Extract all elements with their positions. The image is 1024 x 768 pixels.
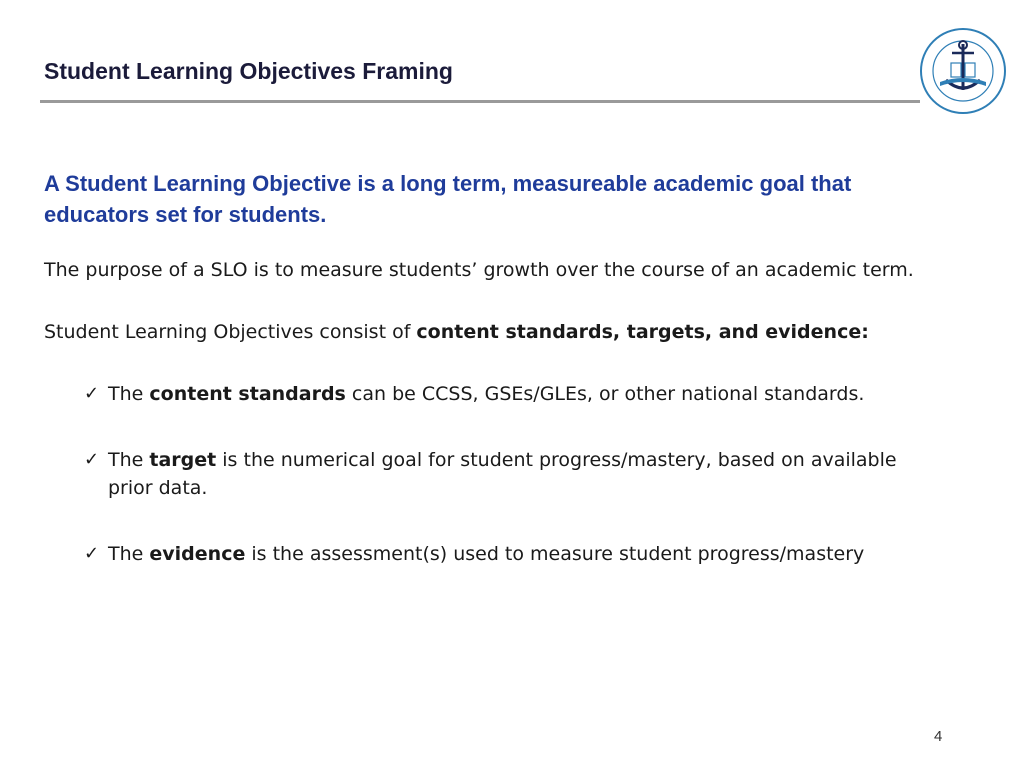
page-number: 4 bbox=[934, 728, 943, 745]
bullet-bold: target bbox=[149, 449, 217, 471]
checkmark-icon: ✓ bbox=[84, 383, 100, 404]
bullet-text: is the assessment(s) used to measure student progress/mastery bbox=[245, 543, 865, 565]
purpose-paragraph: The purpose of a SLO is to measure students’ growth over the course of an academic term. bbox=[44, 259, 914, 281]
checkmark-icon: ✓ bbox=[84, 449, 100, 470]
consist-bold: content standards, targets, and evidence: bbox=[416, 321, 869, 343]
list-item bbox=[44, 380, 928, 408]
bullet-prefix: The bbox=[108, 543, 150, 565]
bullet-prefix: The bbox=[108, 383, 150, 405]
title-rule bbox=[40, 100, 920, 103]
slide-title: Student Learning Objectives Framing bbox=[44, 58, 453, 84]
consist-prefix: Student Learning Objectives consist of bbox=[44, 321, 417, 343]
bullet-prefix: The bbox=[108, 449, 150, 471]
lead-statement: A Student Learning Objective is a long term, measureable academic goal that educators set for students. bbox=[44, 171, 852, 227]
list-item bbox=[44, 540, 928, 568]
list-item bbox=[44, 446, 928, 502]
ri-board-of-regents-seal-icon bbox=[918, 26, 1008, 116]
bullet-text: can be CCSS, GSEs/GLEs, or other national standards. bbox=[345, 383, 865, 405]
bullet-bold: evidence bbox=[149, 543, 246, 565]
bullet-text: is the numerical goal for student progress/mastery, based on available prior data. bbox=[108, 449, 897, 499]
bullet-bold: content standards bbox=[149, 383, 346, 405]
consist-paragraph bbox=[44, 318, 924, 346]
slide-body bbox=[44, 168, 924, 606]
checklist bbox=[44, 380, 924, 568]
checkmark-icon: ✓ bbox=[84, 543, 100, 564]
